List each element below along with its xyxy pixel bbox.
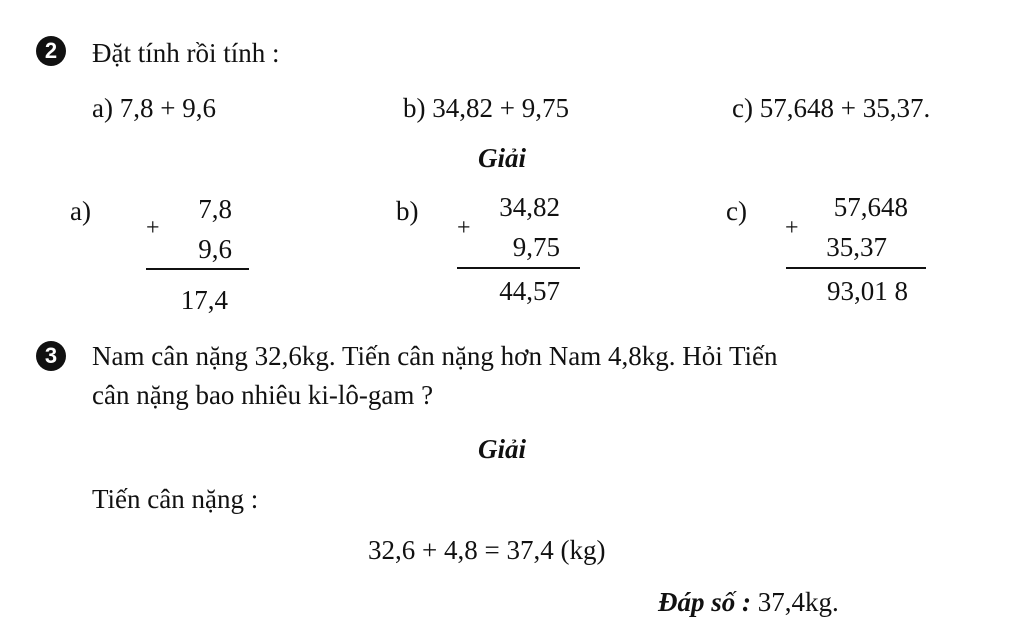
column-b-label: b) — [396, 196, 419, 226]
column-a-bottom-operand: 9,6 — [198, 234, 232, 264]
column-a-top-operand: 7,8 — [198, 194, 232, 224]
answer-value: 37,4kg. — [757, 587, 839, 617]
exercise-3-answer — [658, 586, 839, 618]
column-a-sum-rule — [146, 268, 249, 270]
exercise-3-problem-line-2: cân nặng bao nhiêu ki-lô-gam ? — [92, 380, 434, 410]
problem-c — [732, 92, 930, 124]
column-c-top-operand: 57,648 — [833, 192, 908, 222]
exercise-2-instruction: Đặt tính rồi tính : — [92, 38, 280, 68]
problem-c-expression: 57,648 + 35,37. — [759, 93, 931, 123]
column-c-plus-sign: + — [785, 215, 799, 241]
problem-c-label: c) — [732, 93, 753, 123]
column-c-bottom-operand: 35,37 — [826, 232, 887, 262]
column-b-top-operand: 34,82 — [499, 192, 560, 222]
column-c-sum-rule — [786, 267, 926, 269]
problem-b-label: b) — [403, 93, 426, 123]
exercise-2-solution-heading: Giải — [478, 143, 527, 173]
exercise-3-solution-heading: Giải — [478, 434, 527, 464]
problem-b — [403, 92, 569, 124]
column-a-plus-sign: + — [146, 215, 160, 241]
column-b-result: 44,57 — [499, 276, 560, 306]
column-a-label: a) — [70, 196, 91, 226]
column-a-result: 17,4 — [180, 285, 228, 315]
exercise-3-number-badge: 3 — [36, 341, 66, 371]
problem-a — [92, 92, 216, 124]
exercise-3-step-label: Tiến cân nặng : — [92, 484, 259, 514]
exercise-3-equation: 32,6 + 4,8 = 37,4 (kg) — [368, 535, 606, 565]
column-b-sum-rule — [457, 267, 580, 269]
exercise-3-problem-line-1: Nam cân nặng 32,6kg. Tiến cân nặng hơn Nam 4,8kg. Hỏi Tiến — [92, 341, 778, 371]
answer-label: Đáp số : — [658, 587, 751, 617]
column-b-plus-sign: + — [457, 215, 471, 241]
exercise-2-number-badge: 2 — [36, 36, 66, 66]
column-c-label: c) — [726, 196, 747, 226]
column-b-bottom-operand: 9,75 — [512, 232, 560, 262]
problem-a-label: a) — [92, 93, 113, 123]
column-c-result: 93,01 8 — [827, 276, 908, 306]
problem-a-expression: 7,8 + 9,6 — [119, 93, 216, 123]
problem-b-expression: 34,82 + 9,75 — [432, 93, 569, 123]
